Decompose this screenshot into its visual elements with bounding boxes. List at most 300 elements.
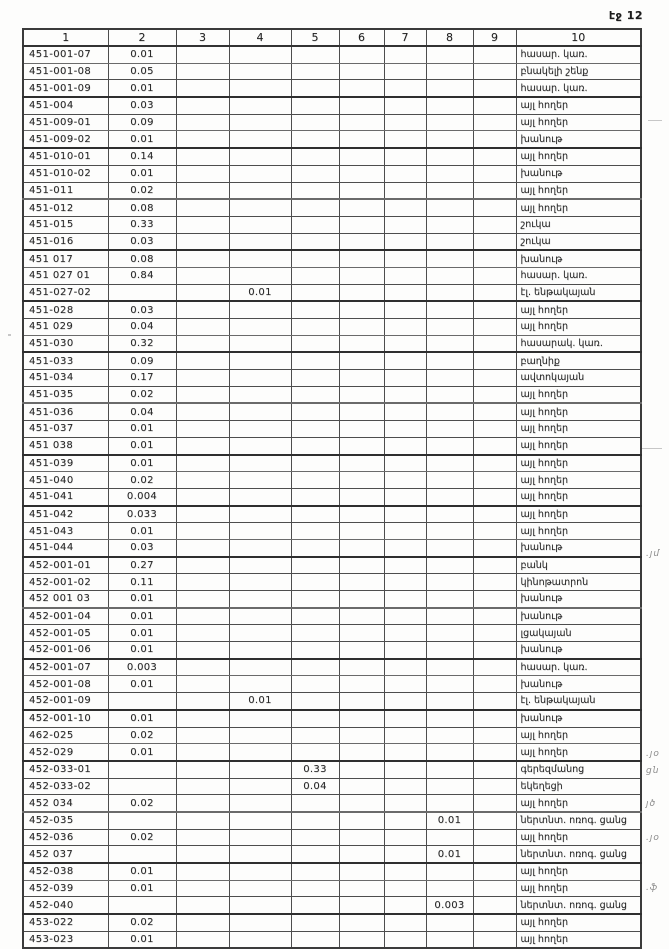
value-cell-col2: 0.01 (108, 421, 176, 438)
value-cell-col6 (339, 880, 384, 897)
table-row (23, 233, 641, 250)
value-cell-col4 (229, 795, 291, 812)
value-cell-col8 (426, 557, 473, 574)
value-cell-col3 (176, 846, 229, 863)
value-cell-col8 (426, 914, 473, 931)
value-cell-col5 (291, 557, 339, 574)
value-cell-col7 (384, 846, 426, 863)
value-cell-col5 (291, 335, 339, 352)
table-row (23, 46, 641, 63)
land-use-label: ներտնտ. ոռոգ. ցանց (516, 897, 641, 914)
parcel-code: 453-023 (23, 931, 108, 948)
value-cell-col7 (384, 574, 426, 591)
table-row (23, 506, 641, 523)
value-cell-col9 (473, 437, 516, 454)
value-cell-col4 (229, 319, 291, 336)
value-cell-col8 (426, 216, 473, 233)
value-cell-col8 (426, 863, 473, 880)
value-cell-col2: 0.14 (108, 148, 176, 165)
value-cell-col3 (176, 931, 229, 948)
value-cell-col8 (426, 421, 473, 438)
parcel-code: 451-012 (23, 199, 108, 216)
land-use-label: այլ հողեր (516, 829, 641, 846)
value-cell-col2: 0.01 (108, 710, 176, 727)
land-use-label: հասար. կառ. (516, 659, 641, 676)
land-use-label: այլ հողեր (516, 523, 641, 540)
parcel-code: 451-001-09 (23, 80, 108, 97)
value-cell-col9 (473, 455, 516, 472)
value-cell-col4 (229, 642, 291, 659)
value-cell-col4 (229, 625, 291, 642)
value-cell-col6 (339, 352, 384, 369)
value-cell-col6 (339, 642, 384, 659)
value-cell-col9 (473, 97, 516, 114)
parcel-code: 452-001-08 (23, 676, 108, 693)
value-cell-col5 (291, 319, 339, 336)
value-cell-col5 (291, 455, 339, 472)
value-cell-col2: 0.17 (108, 370, 176, 387)
table-row (23, 880, 641, 897)
handwritten-margin-mark: .յմ (646, 548, 661, 559)
value-cell-col3 (176, 880, 229, 897)
value-cell-col9 (473, 199, 516, 216)
parcel-code: 452-001-05 (23, 625, 108, 642)
handwritten-margin-mark: .ֆ (646, 883, 659, 893)
value-cell-col2: 0.02 (108, 795, 176, 812)
value-cell-col3 (176, 829, 229, 846)
value-cell-col4 (229, 897, 291, 914)
value-cell-col8 (426, 165, 473, 182)
value-cell-col5 (291, 591, 339, 608)
value-cell-col5 (291, 63, 339, 80)
value-cell-col9 (473, 370, 516, 387)
value-cell-col4 (229, 80, 291, 97)
value-cell-col5 (291, 352, 339, 369)
parcel-code: 451-042 (23, 506, 108, 523)
value-cell-col9 (473, 352, 516, 369)
value-cell-col6 (339, 574, 384, 591)
value-cell-col8 (426, 676, 473, 693)
value-cell-col7 (384, 676, 426, 693)
value-cell-col7 (384, 761, 426, 778)
value-cell-col6 (339, 421, 384, 438)
value-cell-col4 (229, 233, 291, 250)
value-cell-col9 (473, 863, 516, 880)
value-cell-col4 (229, 199, 291, 216)
value-cell-col6 (339, 301, 384, 318)
value-cell-col3 (176, 114, 229, 131)
value-cell-col3 (176, 352, 229, 369)
value-cell-col7 (384, 352, 426, 369)
land-use-label: այլ հողեր (516, 744, 641, 761)
table-row (23, 267, 641, 284)
column-header-1: 1 (23, 29, 108, 46)
value-cell-col3 (176, 63, 229, 80)
value-cell-col7 (384, 625, 426, 642)
value-cell-col9 (473, 693, 516, 710)
parcel-code: 452-035 (23, 812, 108, 829)
value-cell-col2: 0.03 (108, 539, 176, 556)
value-cell-col8 (426, 335, 473, 352)
value-cell-col4 (229, 63, 291, 80)
value-cell-col6 (339, 165, 384, 182)
column-header-4: 4 (229, 29, 291, 46)
value-cell-col8 (426, 523, 473, 540)
value-cell-col7 (384, 488, 426, 505)
handwritten-margin-mark: .յօ (646, 832, 660, 843)
value-cell-col3 (176, 335, 229, 352)
value-cell-col5 (291, 46, 339, 63)
value-cell-col8 (426, 46, 473, 63)
value-cell-col3 (176, 539, 229, 556)
value-cell-col7 (384, 557, 426, 574)
parcel-code: 452 001 03 (23, 591, 108, 608)
value-cell-col4 (229, 370, 291, 387)
value-cell-col2: 0.04 (108, 319, 176, 336)
value-cell-col8 (426, 506, 473, 523)
value-cell-col3 (176, 591, 229, 608)
table-row (23, 931, 641, 948)
value-cell-col9 (473, 642, 516, 659)
value-cell-col9 (473, 506, 516, 523)
column-header-8: 8 (426, 29, 473, 46)
value-cell-col6 (339, 284, 384, 301)
value-cell-col3 (176, 557, 229, 574)
value-cell-col9 (473, 931, 516, 948)
value-cell-col6 (339, 710, 384, 727)
value-cell-col4 (229, 778, 291, 795)
column-header-10: 10 (516, 29, 641, 46)
value-cell-col9 (473, 233, 516, 250)
parcel-code: 452-001-01 (23, 557, 108, 574)
column-header-3: 3 (176, 29, 229, 46)
land-use-label: հասարակ. կառ. (516, 335, 641, 352)
value-cell-col6 (339, 488, 384, 505)
value-cell-col7 (384, 46, 426, 63)
land-use-label: այլ հողեր (516, 148, 641, 165)
value-cell-col8 (426, 659, 473, 676)
value-cell-col3 (176, 812, 229, 829)
value-cell-col6 (339, 897, 384, 914)
land-use-label: խանութ (516, 539, 641, 556)
table-row (23, 608, 641, 625)
value-cell-col8 (426, 250, 473, 267)
value-cell-col7 (384, 591, 426, 608)
value-cell-col2: 0.01 (108, 676, 176, 693)
value-cell-col4 (229, 676, 291, 693)
value-cell-col6 (339, 761, 384, 778)
land-use-label: այլ հողեր (516, 472, 641, 489)
land-use-label: կինոթատրոն (516, 574, 641, 591)
value-cell-col4 (229, 727, 291, 744)
value-cell-col6 (339, 472, 384, 489)
table-row (23, 437, 641, 454)
value-cell-col7 (384, 148, 426, 165)
value-cell-col5 (291, 506, 339, 523)
parcel-code: 451-036 (23, 403, 108, 420)
value-cell-col2: 0.03 (108, 233, 176, 250)
value-cell-col2: 0.09 (108, 352, 176, 369)
value-cell-col4 (229, 301, 291, 318)
value-cell-col5 (291, 403, 339, 420)
value-cell-col9 (473, 778, 516, 795)
value-cell-col7 (384, 80, 426, 97)
value-cell-col6 (339, 182, 384, 199)
column-header-9: 9 (473, 29, 516, 46)
value-cell-col5 (291, 80, 339, 97)
value-cell-col5 (291, 284, 339, 301)
land-use-label: այլ հողեր (516, 931, 641, 948)
value-cell-col7 (384, 659, 426, 676)
value-cell-col5 (291, 880, 339, 897)
value-cell-col9 (473, 846, 516, 863)
value-cell-col6 (339, 250, 384, 267)
value-cell-col3 (176, 131, 229, 148)
value-cell-col3 (176, 488, 229, 505)
value-cell-col3 (176, 625, 229, 642)
value-cell-col4 (229, 863, 291, 880)
value-cell-col8: 0.003 (426, 897, 473, 914)
land-use-label: էլ. ենթակայան (516, 284, 641, 301)
value-cell-col6 (339, 795, 384, 812)
land-use-label: ավտոկայան (516, 370, 641, 387)
value-cell-col3 (176, 693, 229, 710)
value-cell-col6 (339, 523, 384, 540)
value-cell-col8 (426, 97, 473, 114)
table-row (23, 863, 641, 880)
land-use-label: այլ հողեր (516, 863, 641, 880)
value-cell-col2 (108, 284, 176, 301)
value-cell-col7 (384, 897, 426, 914)
value-cell-col7 (384, 421, 426, 438)
value-cell-col4 (229, 812, 291, 829)
value-cell-col5 (291, 539, 339, 556)
value-cell-col5 (291, 931, 339, 948)
value-cell-col5 (291, 863, 339, 880)
value-cell-col7 (384, 829, 426, 846)
land-use-label: հասար. կառ. (516, 267, 641, 284)
value-cell-col8 (426, 880, 473, 897)
value-cell-col6 (339, 114, 384, 131)
land-use-label: խանութ (516, 591, 641, 608)
value-cell-col7 (384, 539, 426, 556)
value-cell-col5 (291, 250, 339, 267)
value-cell-col7 (384, 63, 426, 80)
column-header-6: 6 (339, 29, 384, 46)
land-use-label: հասար. կառ. (516, 46, 641, 63)
value-cell-col9 (473, 761, 516, 778)
parcel-code: 451-044 (23, 539, 108, 556)
value-cell-col3 (176, 676, 229, 693)
value-cell-col8 (426, 319, 473, 336)
value-cell-col3 (176, 46, 229, 63)
table-header-row (23, 29, 641, 46)
value-cell-col4 (229, 472, 291, 489)
value-cell-col2: 0.08 (108, 250, 176, 267)
value-cell-col7 (384, 931, 426, 948)
value-cell-col3 (176, 795, 229, 812)
value-cell-col6 (339, 370, 384, 387)
value-cell-col4 (229, 250, 291, 267)
table-row (23, 693, 641, 710)
table-row (23, 80, 641, 97)
land-use-label: խանութ (516, 642, 641, 659)
land-use-label: այլ հողեր (516, 421, 641, 438)
value-cell-col4 (229, 455, 291, 472)
value-cell-col9 (473, 284, 516, 301)
value-cell-col8 (426, 539, 473, 556)
value-cell-col7 (384, 693, 426, 710)
land-use-label: այլ հողեր (516, 727, 641, 744)
value-cell-col6 (339, 216, 384, 233)
value-cell-col5 (291, 97, 339, 114)
value-cell-col6 (339, 63, 384, 80)
value-cell-col2: 0.003 (108, 659, 176, 676)
parcel-code: 451-010-01 (23, 148, 108, 165)
table-row (23, 199, 641, 216)
value-cell-col6 (339, 863, 384, 880)
value-cell-col4 (229, 829, 291, 846)
value-cell-col8 (426, 574, 473, 591)
value-cell-col2: 0.02 (108, 182, 176, 199)
table-row (23, 250, 641, 267)
value-cell-col7 (384, 199, 426, 216)
land-use-label: այլ հողեր (516, 437, 641, 454)
value-cell-col6 (339, 233, 384, 250)
value-cell-col4 (229, 710, 291, 727)
value-cell-col5 (291, 370, 339, 387)
page-number-label: էջ 12 (608, 9, 643, 22)
value-cell-col4 (229, 148, 291, 165)
value-cell-col2 (108, 693, 176, 710)
value-cell-col3 (176, 301, 229, 318)
handwritten-margin-mark: .յօ (646, 749, 660, 760)
parcel-code: 451-040 (23, 472, 108, 489)
value-cell-col6 (339, 46, 384, 63)
column-header-2: 2 (108, 29, 176, 46)
value-cell-col4 (229, 931, 291, 948)
value-cell-col7 (384, 710, 426, 727)
parcel-code: 451-043 (23, 523, 108, 540)
value-cell-col8 (426, 233, 473, 250)
value-cell-col8 (426, 403, 473, 420)
value-cell-col5 (291, 676, 339, 693)
value-cell-col5 (291, 267, 339, 284)
parcel-code: 451 029 (23, 319, 108, 336)
value-cell-col7 (384, 778, 426, 795)
land-use-label: գերեզմանոց (516, 761, 641, 778)
value-cell-col7 (384, 267, 426, 284)
land-use-label: ներտնտ. ոռոգ. ցանց (516, 846, 641, 863)
value-cell-col4 (229, 97, 291, 114)
value-cell-col7 (384, 131, 426, 148)
value-cell-col4 (229, 761, 291, 778)
value-cell-col4 (229, 744, 291, 761)
value-cell-col2: 0.01 (108, 931, 176, 948)
value-cell-col2: 0.01 (108, 625, 176, 642)
value-cell-col2: 0.32 (108, 335, 176, 352)
value-cell-col2: 0.01 (108, 880, 176, 897)
scan-artifact (8, 334, 11, 336)
value-cell-col4 (229, 46, 291, 63)
value-cell-col6 (339, 778, 384, 795)
value-cell-col6 (339, 199, 384, 216)
land-use-label: խանութ (516, 131, 641, 148)
value-cell-col9 (473, 386, 516, 403)
parcel-code: 452-029 (23, 744, 108, 761)
value-cell-col3 (176, 148, 229, 165)
value-cell-col8 (426, 693, 473, 710)
table-row (23, 216, 641, 233)
value-cell-col6 (339, 335, 384, 352)
table-row (23, 778, 641, 795)
value-cell-col5 (291, 523, 339, 540)
value-cell-col3 (176, 727, 229, 744)
value-cell-col3 (176, 437, 229, 454)
value-cell-col6 (339, 608, 384, 625)
value-cell-col3 (176, 199, 229, 216)
value-cell-col8 (426, 608, 473, 625)
value-cell-col9 (473, 403, 516, 420)
value-cell-col5 (291, 642, 339, 659)
value-cell-col4 (229, 608, 291, 625)
table-row (23, 148, 641, 165)
value-cell-col7 (384, 97, 426, 114)
value-cell-col7 (384, 727, 426, 744)
value-cell-col5 (291, 710, 339, 727)
table-row (23, 165, 641, 182)
value-cell-col8 (426, 472, 473, 489)
value-cell-col8 (426, 131, 473, 148)
value-cell-col9 (473, 539, 516, 556)
parcel-code: 451-027-02 (23, 284, 108, 301)
value-cell-col4 (229, 574, 291, 591)
value-cell-col2: 0.04 (108, 403, 176, 420)
scan-artifact (642, 448, 662, 449)
land-use-label: շուկա (516, 233, 641, 250)
table-row (23, 539, 641, 556)
value-cell-col4 (229, 267, 291, 284)
value-cell-col2: 0.01 (108, 523, 176, 540)
parcel-code: 452-001-02 (23, 574, 108, 591)
value-cell-col6 (339, 539, 384, 556)
parcel-code: 451-011 (23, 182, 108, 199)
value-cell-col3 (176, 642, 229, 659)
value-cell-col8 (426, 761, 473, 778)
value-cell-col4 (229, 421, 291, 438)
value-cell-col2: 0.01 (108, 591, 176, 608)
parcel-code: 452-033-01 (23, 761, 108, 778)
value-cell-col4 (229, 437, 291, 454)
land-use-label: այլ հողեր (516, 97, 641, 114)
parcel-code: 451 038 (23, 437, 108, 454)
value-cell-col9 (473, 676, 516, 693)
value-cell-col8 (426, 642, 473, 659)
parcel-code: 451-009-01 (23, 114, 108, 131)
value-cell-col3 (176, 608, 229, 625)
value-cell-col5 (291, 795, 339, 812)
table-row (23, 914, 641, 931)
land-use-label: այլ հողեր (516, 506, 641, 523)
value-cell-col8 (426, 386, 473, 403)
parcel-code: 451-016 (23, 233, 108, 250)
land-use-label: շուկա (516, 216, 641, 233)
table-row (23, 335, 641, 352)
value-cell-col2: 0.01 (108, 131, 176, 148)
parcel-code: 451 027 01 (23, 267, 108, 284)
value-cell-col5 (291, 488, 339, 505)
table-row (23, 284, 641, 301)
